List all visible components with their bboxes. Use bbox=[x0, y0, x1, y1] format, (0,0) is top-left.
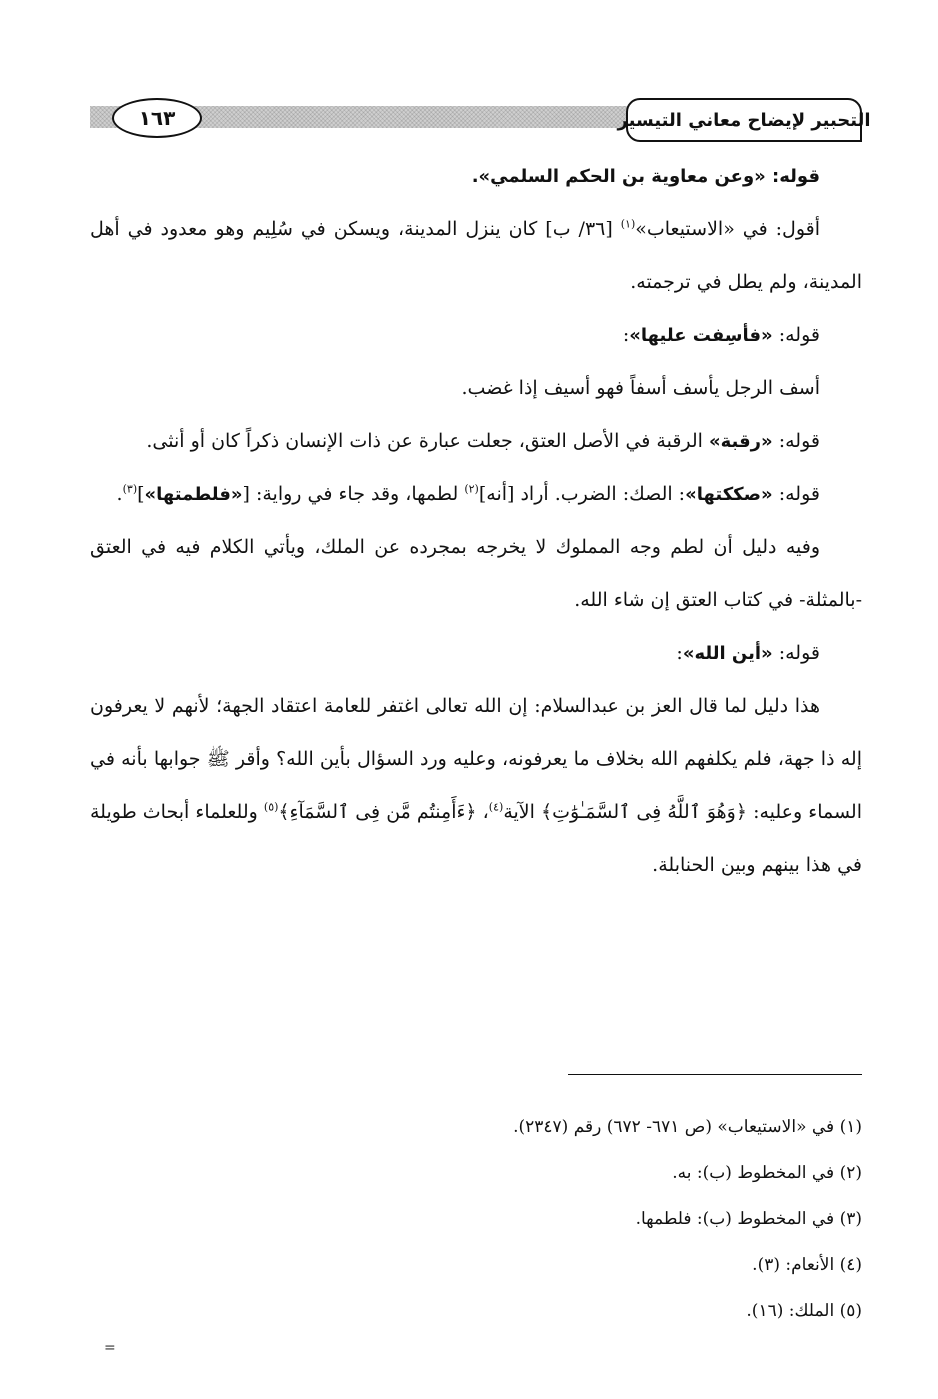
footnote-4: (٤) الأنعام: (٣). bbox=[752, 1255, 862, 1275]
paragraph-7 bbox=[90, 521, 862, 627]
footnote-3: (٣) في المخطوط (ب): فلطمها. bbox=[635, 1209, 862, 1229]
paragraph-8-keyword: «أين الله» bbox=[682, 643, 773, 664]
paragraph-8-prefix: قوله: bbox=[772, 642, 820, 664]
paragraph-3 bbox=[90, 309, 862, 362]
paragraph-9-text-b: الآية bbox=[503, 801, 541, 823]
paragraph-1 bbox=[90, 150, 862, 203]
footnote-ref-2[interactable]: (٢) bbox=[464, 482, 479, 496]
paragraph-6-text-a: : الصك: الضرب. أراد [أنه] bbox=[478, 483, 686, 505]
paragraph-9-text-c: ، bbox=[476, 801, 489, 823]
paragraph-6-keyword: «صككتها» bbox=[685, 484, 773, 505]
paragraph-3-keyword: «فأسِفت عليها» bbox=[629, 325, 773, 346]
paragraph-8 bbox=[90, 627, 862, 680]
paragraph-6-text-c: ] bbox=[137, 483, 145, 505]
paragraph-1-text: قوله: «وعن معاوية بن الحكم السلمي». bbox=[471, 166, 820, 187]
footnote-ref-3[interactable]: (٣) bbox=[122, 482, 138, 496]
paragraph-2-text-a: أقول: في «الاستيعاب» bbox=[635, 218, 821, 240]
paragraph-5-prefix: قوله: bbox=[772, 430, 820, 452]
page-number: ١٦٣ bbox=[112, 98, 202, 138]
footnote-separator bbox=[568, 1074, 862, 1075]
paragraph-8-suffix: : bbox=[676, 642, 683, 664]
paragraph-4-text: أسف الرجل يأسف أسفاً فهو أسيف إذا غضب. bbox=[461, 377, 820, 399]
footnotes bbox=[90, 1104, 862, 1334]
paragraph-3-prefix: قوله: bbox=[772, 324, 820, 346]
paragraph-6 bbox=[90, 468, 862, 521]
paragraph-7-text: وفيه دليل أن لطم وجه المملوك لا يخرجه بمجرده عن الملك، ويأتي الكلام فيه في العتق -بالمثلة- في كتاب العتق إن شاء الله. bbox=[90, 536, 862, 611]
paragraph-9-text-a: هذا دليل لما قال العز بن عبدالسلام: إن الله تعالى اغتفر للعامة اعتقاد الجهة؛ لأنهم لا يعرفون إله ذا جهة، فلم يكلفهم الله بخلاف ما يعرفونه، وعليه ورد السؤال بأين الله؟ وأقر ﷺ جوابها بأنه في السماء وعليه: bbox=[90, 695, 863, 823]
paragraph-2 bbox=[90, 203, 862, 309]
paragraph-9-text-d: وللعلماء أبحاث طويلة في هذا بينهم وبين الحنابلة. bbox=[90, 801, 862, 876]
bottom-mark: = bbox=[104, 1340, 116, 1356]
paragraph-2-text-b: [٣٦/ ب] كان ينزل المدينة، ويسكن في سُلِيم وهو معدود في أهل المدينة، ولم يطل في ترجمته. bbox=[90, 218, 862, 293]
quran-verse-2: ﴿ءَأَمِنتُم مَّن فِى ٱلسَّمَآءِ﴾ bbox=[278, 801, 477, 823]
footnote-1: (١) في «الاستيعاب» (ص ٦٧١- ٦٧٢) رقم (٢٣٤٧). bbox=[513, 1117, 862, 1137]
quran-verse-1: ﴿وَهُوَ ٱللَّهُ فِى ٱلسَّمَـٰوَٰتِ﴾ bbox=[541, 801, 747, 823]
paragraph-3-suffix: : bbox=[622, 324, 630, 346]
paragraph-6-prefix: قوله: bbox=[772, 483, 820, 505]
footnote-5: (٥) الملك: (١٦). bbox=[746, 1301, 862, 1321]
paragraph-9 bbox=[90, 680, 862, 892]
paragraph-5-keyword: «رقبة» bbox=[709, 431, 773, 452]
book-title: التحبير لإيضاح معاني التيسير bbox=[626, 98, 862, 142]
footnote-ref-5[interactable]: (٥) bbox=[263, 800, 279, 814]
paragraph-5-text: الرقبة في الأصل العتق، جعلت عبارة عن ذات الإنسان ذكراً كان أو أنثى. bbox=[146, 430, 709, 452]
paragraph-6-text-b: لطمها، وقد جاء في رواية: [ bbox=[242, 483, 465, 505]
paragraph-4 bbox=[90, 362, 862, 415]
footnote-2: (٢) في المخطوط (ب): به. bbox=[672, 1163, 862, 1183]
paragraph-6-keyword-b: «فلطمتها» bbox=[144, 484, 243, 505]
paragraph-5 bbox=[90, 415, 862, 468]
footnote-ref-4[interactable]: (٤) bbox=[488, 800, 504, 814]
paragraph-6-text-d: . bbox=[116, 483, 123, 505]
main-text bbox=[90, 150, 862, 892]
footnote-ref-1[interactable]: (١) bbox=[620, 217, 636, 231]
running-header bbox=[90, 98, 871, 142]
